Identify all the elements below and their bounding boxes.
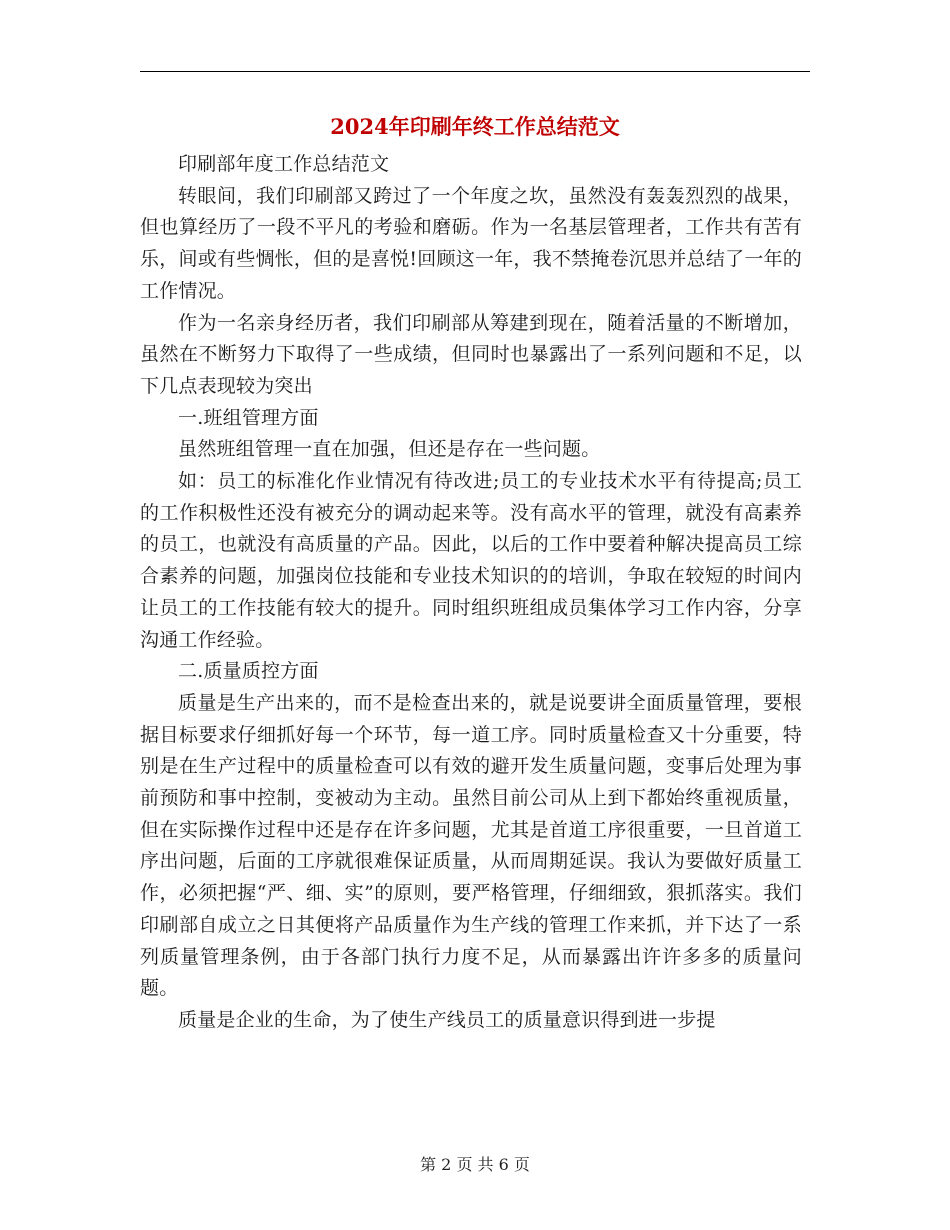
section-heading-team-management: 一.班组管理方面 — [178, 406, 319, 429]
quality-control-paragraph: 质量是生产出来的，而不是检查出来的，就是说要讲全面质量管理，要根据目标要求仔细抓好每一个环节，每一道工序。同时质量检查又十分重要，特别是在生产过程中的质量检查可以有效的避开发生质量问题，变事后处理为事前预防和事中控制，变被动为主动。虽然目前公司从上到下都始终重视质量，但在实际操作过程中还是存在许多问题，尤其是首道工序很重要，一旦首道工序出问题，后面的工序就很难保证质量，从而周期延误。我认为要做好质量工作，必须把握“严、细、实”的原则，要严格管理，仔细细致，狠抓落实。我们印刷部自成立之日其便将产品质量作为生产线的管理工作来抓，并下达了一系列质量管理条例，由于各部门执行力度不足，从而暴露出许许多多的质量问题。 — [140, 691, 802, 1000]
section-heading-quality-control: 二.质量质控方面 — [178, 660, 319, 683]
header-rule — [140, 71, 810, 72]
team-management-detail-paragraph: 如：员工的标准化作业情况有待改进;员工的专业技术水平有待提高;员工的工作积极性还没有被充分的调动起来等。没有高水平的管理，就没有高素养的员工，也就没有高质量的产品。因此，以后的工作中要着种解决提高员工综合素养的问题，加强岗位技能和专业技术知识的的培训，争取在较短的时间内让员工的工作技能有较大的提升。同时组织班组成员集体学习工作内容，分享沟通工作经验。 — [140, 470, 802, 651]
overview-paragraph: 作为一名亲身经历者，我们印刷部从筹建到现在，随着活量的不断增加，虽然在不断努力下取得了一些成绩，但同时也暴露出了一系列问题和不足，以下几点表现较为突出 — [140, 311, 802, 397]
intro-paragraph: 转眼间，我们印刷部又跨过了一个年度之坎，虽然没有轰轰烈烈的战果，但也算经历了一段不平凡的考验和磨砺。作为一名基层管理者，工作共有苦有乐，间或有些惆怅，但的是喜悦!回顾这一年，我不禁掩卷沉思并总结了一年的工作情况。 — [140, 184, 802, 302]
quality-life-paragraph: 质量是企业的生命，为了使生产线员工的质量意识得到进一步提 — [178, 1008, 716, 1031]
document-title: 2024年印刷年终工作总结范文 — [330, 114, 620, 139]
page-number: 第 2 页 共 6 页 — [420, 1155, 530, 1174]
subtitle-paragraph: 印刷部年度工作总结范文 — [178, 153, 390, 175]
document-body — [140, 149, 802, 1037]
team-management-paragraph: 虽然班组管理一直在加强，但还是存在一些问题。 — [178, 438, 601, 461]
